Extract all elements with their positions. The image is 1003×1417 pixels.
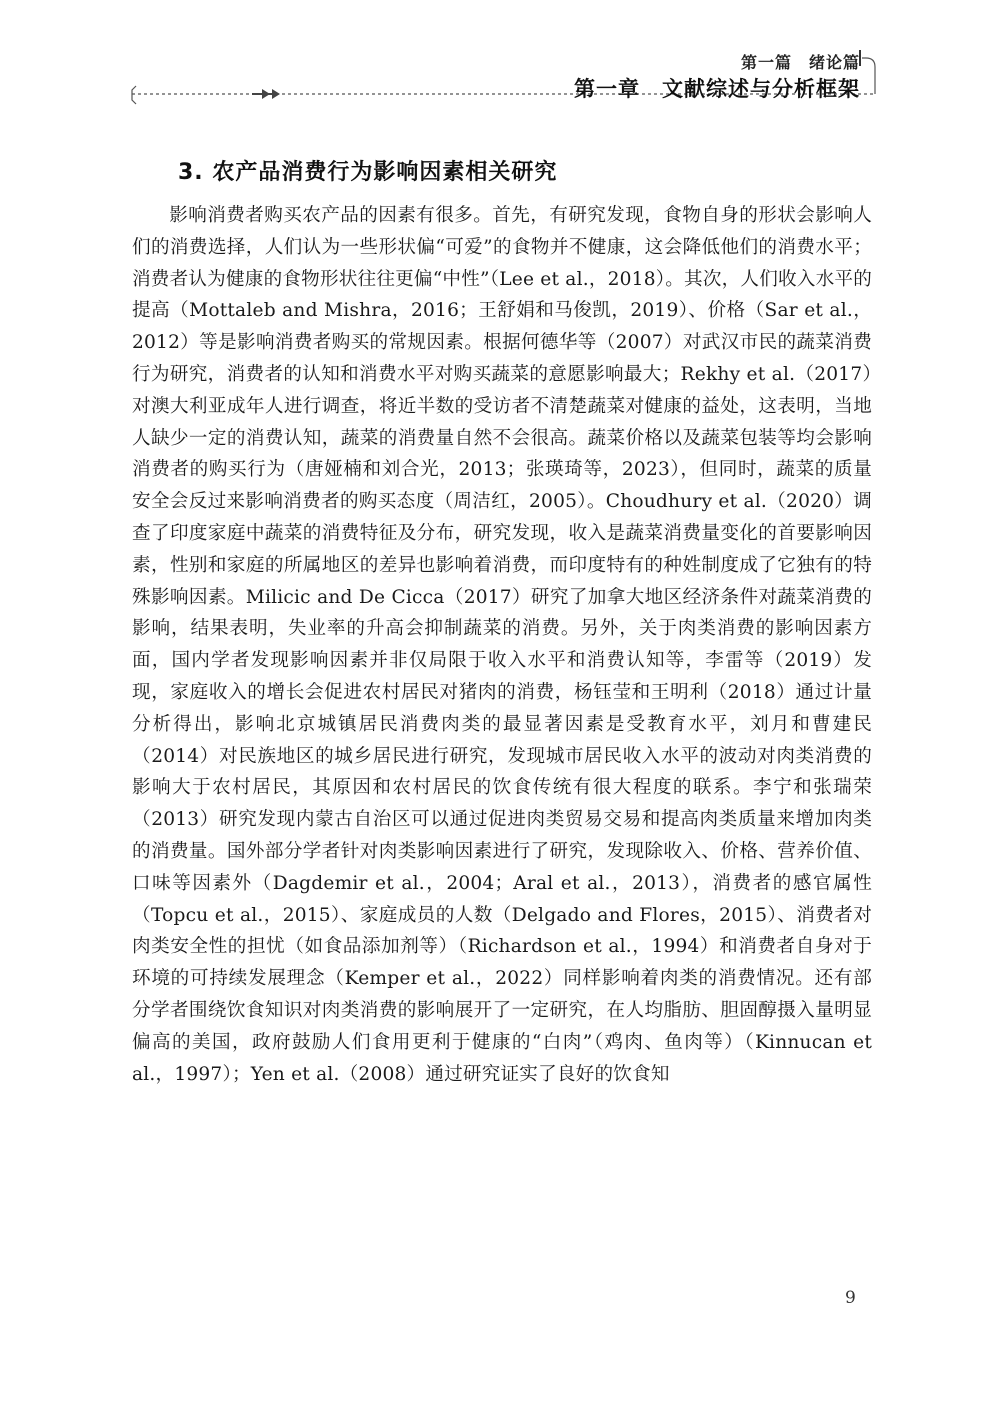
section-heading: 3. 农产品消费行为影响因素相关研究 [178, 160, 558, 185]
arrow-icon [252, 89, 280, 99]
header-part-label: 第一篇 绪论篇 [740, 53, 860, 72]
page-number: 9 [845, 1288, 856, 1308]
body-paragraph: 影响消费者购买农产品的因素有很多。首先，有研究发现，食物自身的形状会影响人们的消费选择，人们认为一些形状偏“可爱”的食物并不健康，这会降低他们的消费水平；消费者认为健康的食物形状往往更偏“中性”（Lee et al.，2018）。其次，人们收入水平的提高（Mottaleb and Mishra，2016；王舒娟和马俊凯，2019）、价格（Sar et al.，2012）等是影响消费者购买的常规因素。根据何德华等（2007）对武汉市民的蔬菜消费行为研究，消费者的认知和消费水平对购买蔬菜的意愿影响最大；Rekhy et al.（2017）对澳大利亚成年人进行调查，将近半数的受访者不清楚蔬菜对健康的益处，这表明，当地人缺少一定的消费认知，蔬菜的消费量自然不会很高。蔬菜价格以及蔬菜包装等均会影响消费者的购买行为（唐娅楠和刘合光，2013；张瑛琦等，2023），但同时，蔬菜的质量安全会反过来影响消费者的购买态度（周洁红，2005）。Choudhury et al.（2020）调查了印度家庭中蔬菜的消费特征及分布，研究发现，收入是蔬菜消费量变化的首要影响因素，性别和家庭的所属地区的差异也影响着消费，而印度特有的种姓制度成了它独有的特殊影响因素。Milicic and De Cicca（2017）研究了加拿大地区经济条件对蔬菜消费的影响，结果表明，失业率的升高会抑制蔬菜的消费。另外，关于肉类消费的影响因素方面，国内学者发现影响因素并非仅局限于收入水平和消费认知等，李雷等（2019）发现，家庭收入的增长会促进农村居民对猪肉的消费，杨钰莹和王明利（2018）通过计量分析得出，影响北京城镇居民消费肉类的最显著因素是受教育水平，刘月和曹建民（2014）对民族地区的城乡居民进行研究，发现城市居民收入水平的波动对肉类消费的影响大于农村居民，其原因和农村居民的饮食传统有很大程度的联系。李宁和张瑞荣（2013）研究发现内蒙古自治区可以通过促进肉类贸易交易和提高肉类质量来增加肉类的消费量。国外部分学者针对肉类影响因素进行了研究，发现除收入、价格、营养价值、口味等因素外（Dagdemir et al.，2004；Aral et al.，2013），消费者的感官属性（Topcu et al.，2015）、家庭成员的人数（Delgado and Flores，2015）、消费者对肉类安全性的担忧（如食品添加剂等）（Richardson et al.，1994）和消费者自身对于环境的可持续发展理念（Kemper et al.，2022）同样影响着肉类的消费情况。还有部分学者围绕饮食知识对肉类消费的影响展开了一定研究，在人均脂肪、胆固醇摄入量明显偏高的美国，政府鼓励人们食用更利于健康的“白肉”（鸡肉、鱼肉等）（Kinnucan et al.，1997）；Yen et al.（2008）通过研究证实了良好的饮食知 [132, 205, 872, 1085]
running-header [0, 0, 1003, 120]
header-chapter-title: 第一章 文献综述与分析框架 [574, 77, 860, 101]
